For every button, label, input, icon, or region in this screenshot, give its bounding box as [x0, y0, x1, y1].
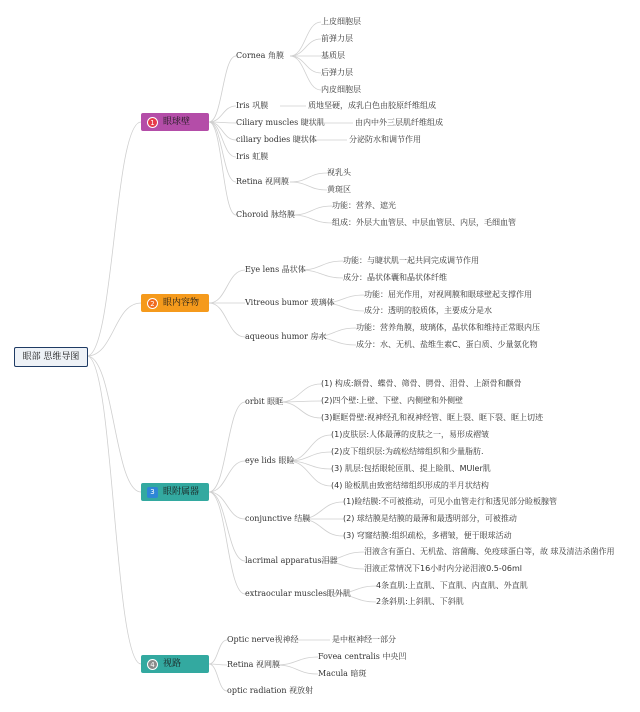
node-orbit-1[interactable]: (1) 构成:额骨、蝶骨、筛骨、腭骨、泪骨、上颌骨和颧骨 — [321, 379, 522, 388]
node-ciliary-bodies-detail[interactable]: 分泌防水和调节作用 — [349, 135, 421, 144]
branch-visual-pathway[interactable] — [141, 655, 209, 673]
node-eyelids[interactable]: eye lids 眼睑 — [245, 456, 295, 465]
node-conjunctiva-2[interactable]: (2) 球结膜是结膜的最薄和最透明部分，可被推动 — [343, 514, 517, 523]
node-orbit-3[interactable]: (3)眶眶骨壁:视神经孔和视神经管、眶上裂、眶下裂、眶上切迹 — [321, 413, 544, 422]
node-iris[interactable]: Iris 虹膜 — [236, 152, 269, 161]
node-retina-1[interactable]: 视乳头 — [327, 168, 351, 177]
branch-label: 眼球壁 — [163, 117, 191, 127]
node-lacrimal-1[interactable]: 泪液含有蛋白、无机盐、溶菌酶、免疫球蛋白等，故 球及清洁杀菌作用 — [364, 547, 615, 556]
node-aqueous-1[interactable]: 功能：营养角膜，玻璃体，晶状体和维持正常眼内压 — [356, 323, 540, 332]
node-cornea-3[interactable]: 基质层 — [321, 51, 345, 60]
number-badge-icon: 4 — [147, 659, 158, 670]
node-lens-1[interactable]: 功能：与睫状肌一起共同完成调节作用 — [343, 256, 479, 265]
node-retina-pathway[interactable]: Retina 视网膜 — [227, 660, 280, 669]
node-choroid-1[interactable]: 功能：营养、遮光 — [332, 201, 396, 210]
branch-label: 视路 — [163, 659, 182, 669]
node-extraocular-2[interactable]: 2条斜肌:上斜肌、下斜肌 — [376, 597, 464, 606]
node-cornea-5[interactable]: 内皮细胞层 — [321, 85, 361, 94]
node-cornea-1[interactable]: 上皮细胞层 — [321, 17, 361, 26]
node-lacrimal-2[interactable]: 泪液正常情况下16小时内分泌泪液0.5-06ml — [364, 564, 522, 573]
node-vitreous[interactable]: Vitreous bumor 玻璃体 — [245, 298, 335, 307]
node-retina-pathway-2[interactable]: Macula 暗斑 — [318, 669, 367, 678]
node-retina[interactable]: Retina 视网膜 — [236, 177, 289, 186]
node-choroid[interactable]: Choroid 脉络膜 — [236, 210, 295, 219]
node-cornea-4[interactable]: 后弹力层 — [321, 68, 353, 77]
node-vitreous-1[interactable]: 功能：屈光作用，对视网膜和眼球壁起支撑作用 — [364, 290, 532, 299]
node-vitreous-2[interactable]: 成分：透明的胶质体，主要成分是水 — [364, 306, 492, 315]
node-eyelids-3[interactable]: (3) 肌层:包括眼轮匝肌、提上睑肌、MUler肌 — [331, 464, 491, 473]
node-conjunctiva-1[interactable]: (1)睑结膜:不可被推动，可见小血管走行和透见部分睑板腺管 — [343, 497, 558, 506]
node-aqueous[interactable]: aqueous humor 房水 — [245, 332, 327, 341]
root-label: 眼部 思维导图 — [22, 352, 80, 362]
node-retina-pathway-1[interactable]: Fovea centralis 中央凹 — [318, 652, 407, 661]
node-lens[interactable]: Eye lens 晶状体 — [245, 265, 306, 274]
node-cornea-2[interactable]: 前弹力层 — [321, 34, 353, 43]
node-orbit-2[interactable]: (2)四个壁:上壁、下壁、内侧壁和外侧壁 — [321, 396, 464, 405]
node-aqueous-2[interactable]: 成分：水、无机、盐维生素C、蛋白质、少量氨化物 — [356, 340, 538, 349]
node-conjunctiva[interactable]: conjunctive 结膜 — [245, 514, 311, 523]
branch-eyeball-wall[interactable] — [141, 113, 209, 131]
node-eyelids-4[interactable]: (4) 睑板肌由致密结缔组织形成的半月状结构 — [331, 481, 489, 490]
node-ciliary-muscles-detail[interactable]: 由内中外三层肌纤维组成 — [355, 118, 443, 127]
number-badge-icon: 3 — [147, 487, 158, 498]
node-retina-2[interactable]: 黄斑区 — [327, 185, 351, 194]
node-ciliary-bodies[interactable]: ciliary bodies 睫状体 — [236, 135, 317, 144]
node-optic-nerve-detail[interactable]: 是中枢神经一部分 — [332, 635, 396, 644]
node-iris-sclera[interactable]: Iris 巩膜 — [236, 101, 269, 110]
branch-eye-contents[interactable] — [141, 294, 209, 312]
node-choroid-2[interactable]: 组成：外层大血管层、中层血管层、内层，毛细血管 — [332, 218, 516, 227]
number-badge-icon: 2 — [147, 298, 158, 309]
branch-label: 眼内容物 — [163, 298, 200, 308]
node-extraocular-1[interactable]: 4条直肌:上直肌、下直肌、内直肌、外直肌 — [376, 581, 528, 590]
node-iris-sclera-detail[interactable]: 质地坚硬，成乳白色由胶原纤维组成 — [308, 101, 436, 110]
node-ciliary-muscles[interactable]: Ciliary muscles 睫状肌 — [236, 118, 325, 127]
node-optic-nerve[interactable]: Optic nerve视神经 — [227, 635, 299, 644]
node-lacrimal[interactable]: lacrimal apparatus泪器 — [245, 556, 338, 565]
node-conjunctiva-3[interactable]: (3) 穹窿结膜:组织疏松，多褶皱，便于眼球活动 — [343, 531, 512, 540]
root-node[interactable] — [14, 347, 88, 367]
node-eyelids-2[interactable]: (2)皮下组织层:为疏松结缔组织和少量脂肪. — [331, 447, 484, 456]
node-cornea[interactable]: Cornea 角膜 — [236, 51, 284, 60]
branch-label: 眼附属器 — [163, 487, 200, 497]
node-lens-2[interactable]: 成分：晶状体囊和晶状体纤维 — [343, 273, 447, 282]
branch-eye-adnexa[interactable] — [141, 483, 209, 501]
node-eyelids-1[interactable]: (1)皮肤层:人体最薄的皮肤之一，易形成褶皱 — [331, 430, 490, 439]
node-extraocular[interactable]: extraocular muscles眼外肌 — [245, 589, 351, 598]
number-badge-icon: 1 — [147, 117, 158, 128]
node-optic-radiation[interactable]: optic radiation 视放射 — [227, 686, 314, 695]
node-orbit[interactable]: orbit 眼眶 — [245, 397, 284, 406]
